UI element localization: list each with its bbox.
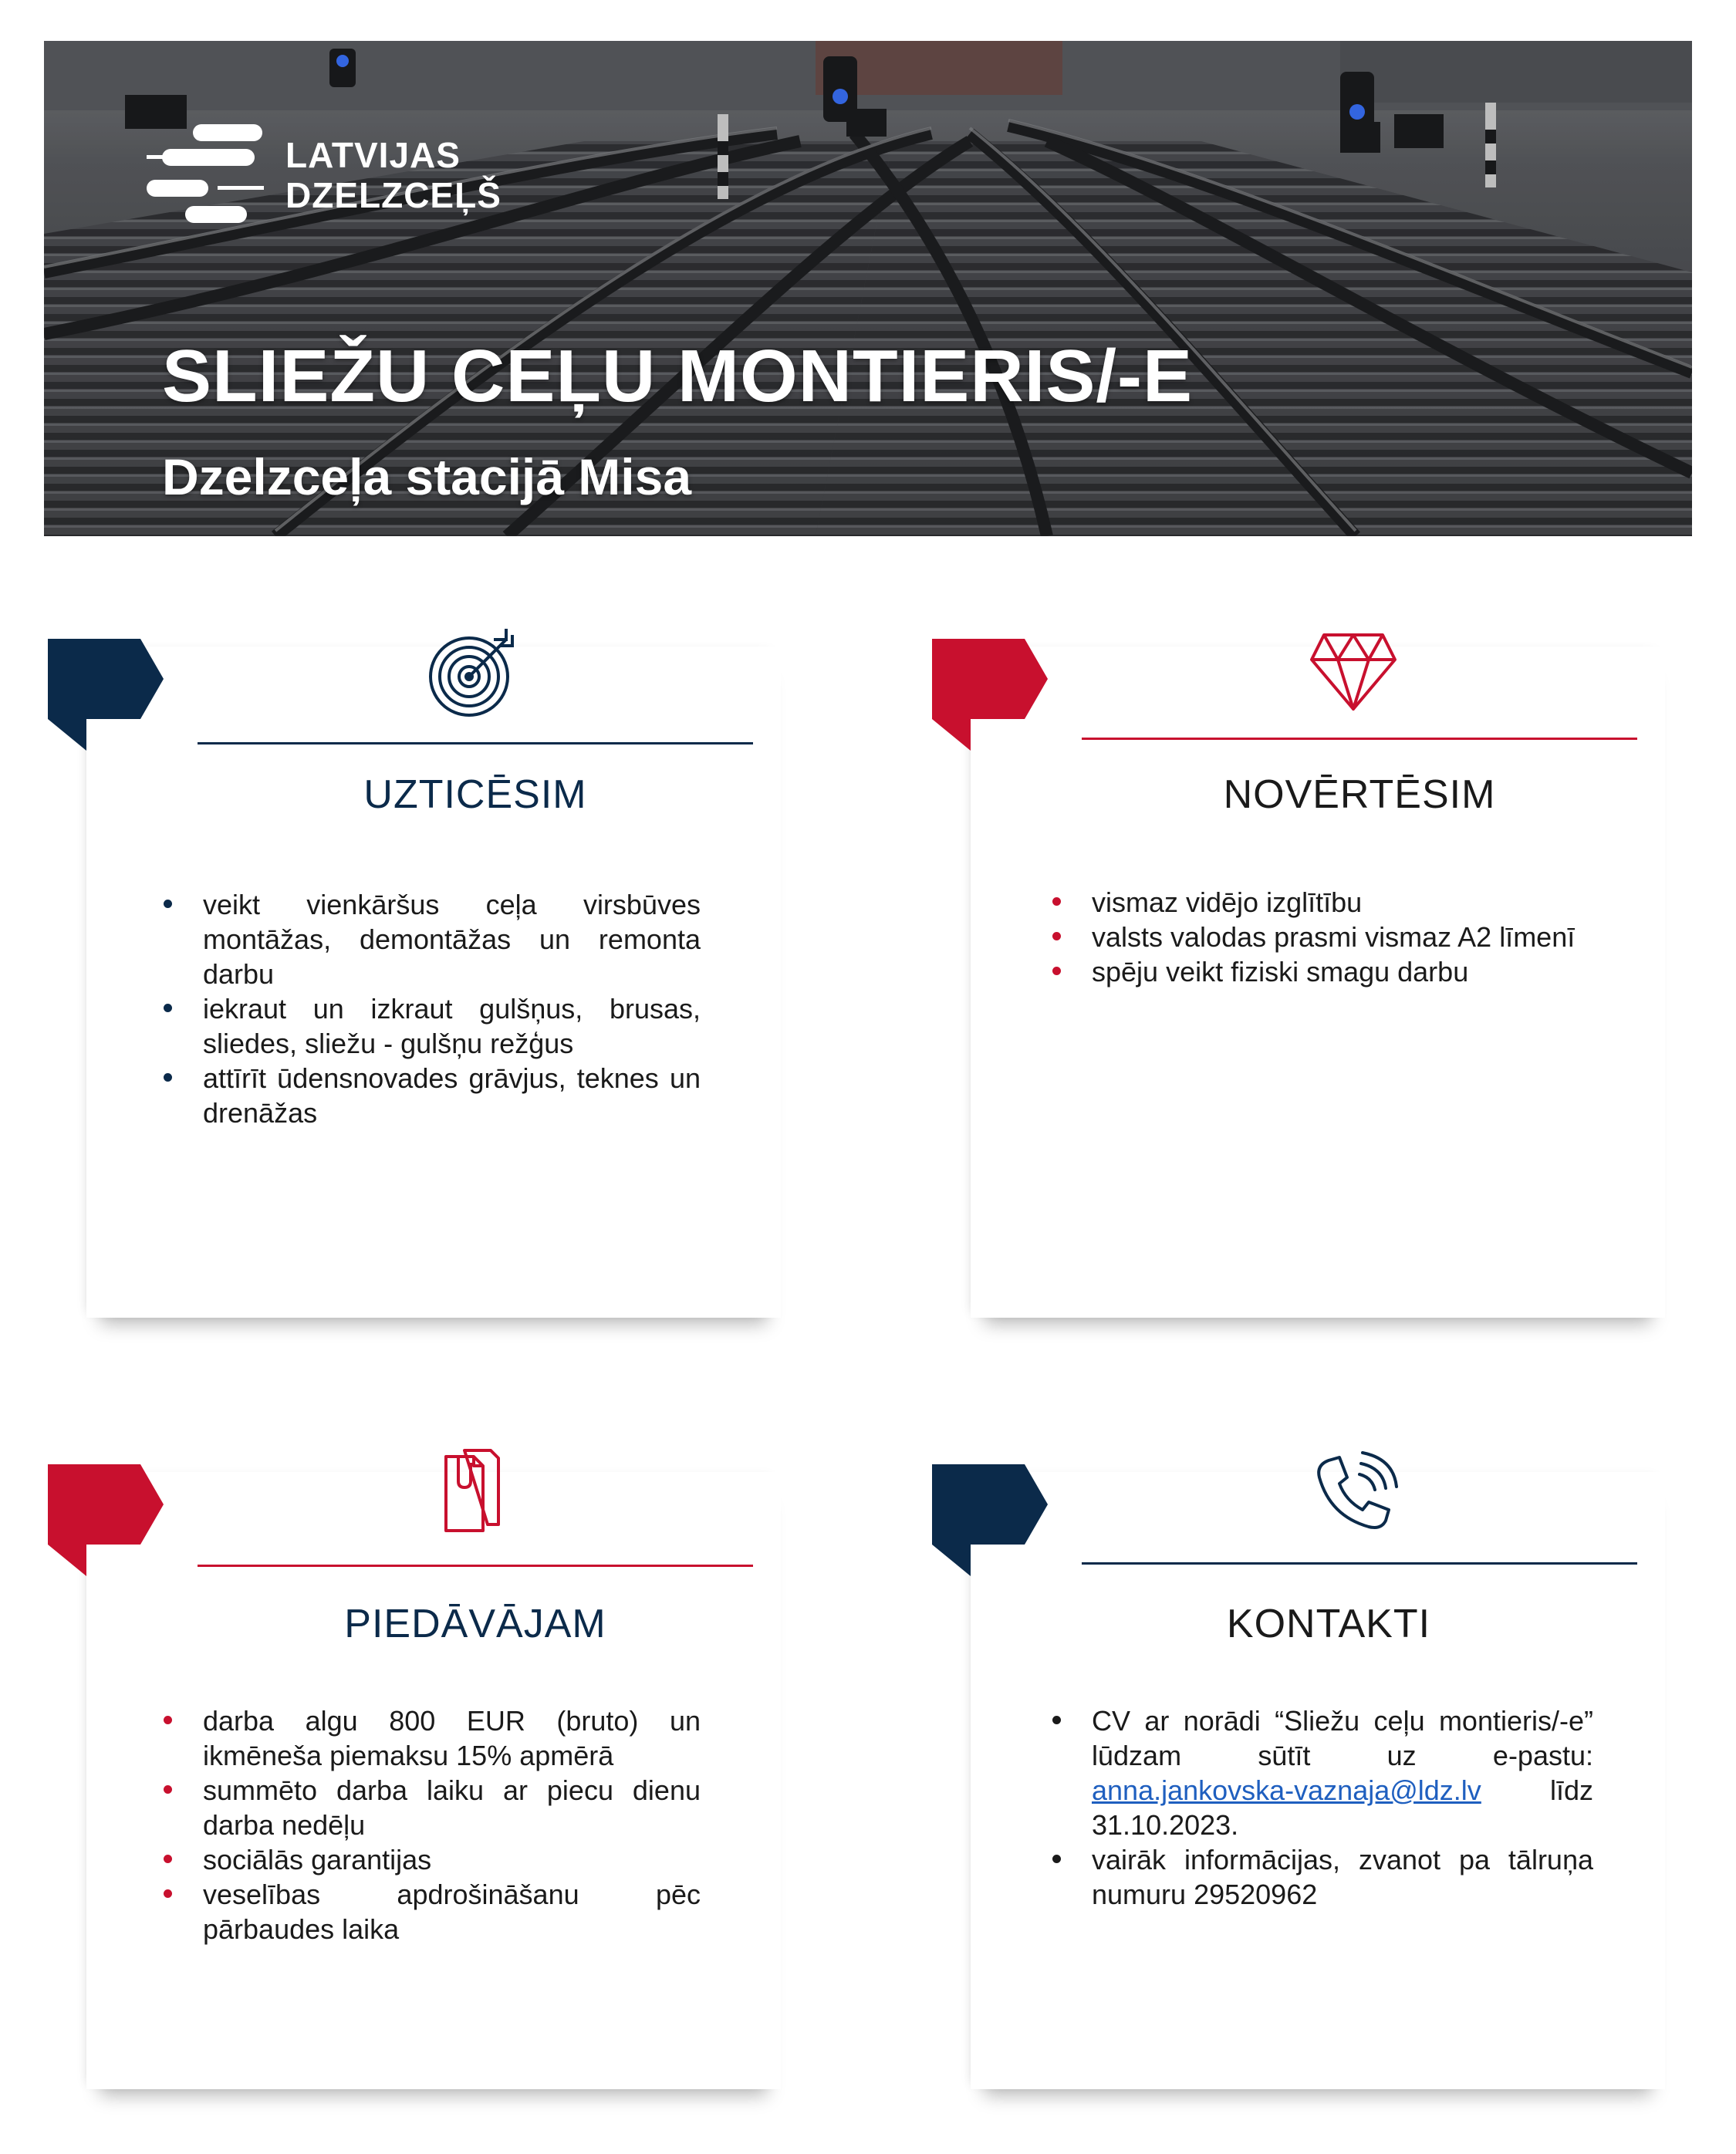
logo-line2: DZELZCEĻŠ xyxy=(285,175,502,215)
list-item: valsts valodas prasmi vismaz A2 līmenī xyxy=(1049,920,1605,954)
red-flag-marker xyxy=(932,639,1048,751)
list-item: vairāk informācijas, zvanot pa tālruņa numuru 29520962 xyxy=(1049,1842,1593,1912)
list-item: veselības apdrošināšanu pēc pārbaudes laika xyxy=(160,1877,701,1946)
uzticesim-list xyxy=(160,887,701,1130)
novertesim-list xyxy=(1049,885,1605,989)
list-item: attīrīt ūdensnovades grāvjus, teknes un drenāžas xyxy=(160,1061,701,1130)
list-item: iekraut un izkraut gulšņus, brusas, sliedes, sliežu - gulšņu režģus xyxy=(160,991,701,1061)
hero-banner xyxy=(44,41,1692,536)
list-item: sociālās garantijas xyxy=(160,1842,701,1877)
logo-wordmark xyxy=(285,135,502,215)
list-item: darba algu 800 EUR (bruto) un ikmēneša piemaksu 15% apmērā xyxy=(160,1703,701,1773)
list-item: summēto darba laiku ar piecu dienu darba nedēļu xyxy=(160,1773,701,1842)
divider-line xyxy=(1082,1562,1637,1565)
page-subtitle: Dzelzceļa stacijā Misa xyxy=(162,448,692,505)
page-title: SLIEŽU CEĻU MONTIERIS/-E xyxy=(162,335,1194,417)
card-title-kontakti: KONTAKTI xyxy=(1226,1602,1431,1646)
divider-line xyxy=(198,742,753,744)
piedavajam-list xyxy=(160,1703,701,1946)
red-flag-marker xyxy=(48,1464,164,1576)
kontakti-list xyxy=(1049,1703,1593,1912)
cv-instructions: CV ar norādi “Sliežu ceļu montieris/-e” lūdzam sūtīt uz e-pastu: xyxy=(1092,1705,1593,1771)
navy-flag-marker xyxy=(48,639,164,751)
company-logo xyxy=(147,121,563,229)
divider-line xyxy=(1082,738,1637,740)
email-link[interactable]: anna.jankovska-vaznaja@ldz.lv xyxy=(1092,1774,1481,1806)
divider-line xyxy=(198,1565,753,1567)
list-item: vismaz vidējo izglītību xyxy=(1049,885,1605,920)
card-title-novertesim: NOVĒRTĒSIM xyxy=(1223,772,1496,817)
phone-icon xyxy=(1312,1447,1404,1539)
card-title-piedavajam: PIEDĀVĀJAM xyxy=(344,1602,606,1646)
list-item xyxy=(1049,1703,1593,1842)
target-icon xyxy=(426,629,518,721)
deadline-text: līdz 31.10.2023. xyxy=(1092,1774,1593,1841)
logo-line1: LATVIJAS xyxy=(285,135,461,175)
list-item: spēju veikt fiziski smagu darbu xyxy=(1049,954,1605,989)
navy-flag-marker xyxy=(932,1464,1048,1576)
logo-bars-icon xyxy=(147,121,270,229)
card-title-uzticesim: UZTICĒSIM xyxy=(363,772,587,817)
documents-icon xyxy=(426,1444,518,1537)
list-item: veikt vienkāršus ceļa virsbūves montāžas, demontāžas un remonta darbu xyxy=(160,887,701,991)
diamond-icon xyxy=(1307,629,1400,721)
